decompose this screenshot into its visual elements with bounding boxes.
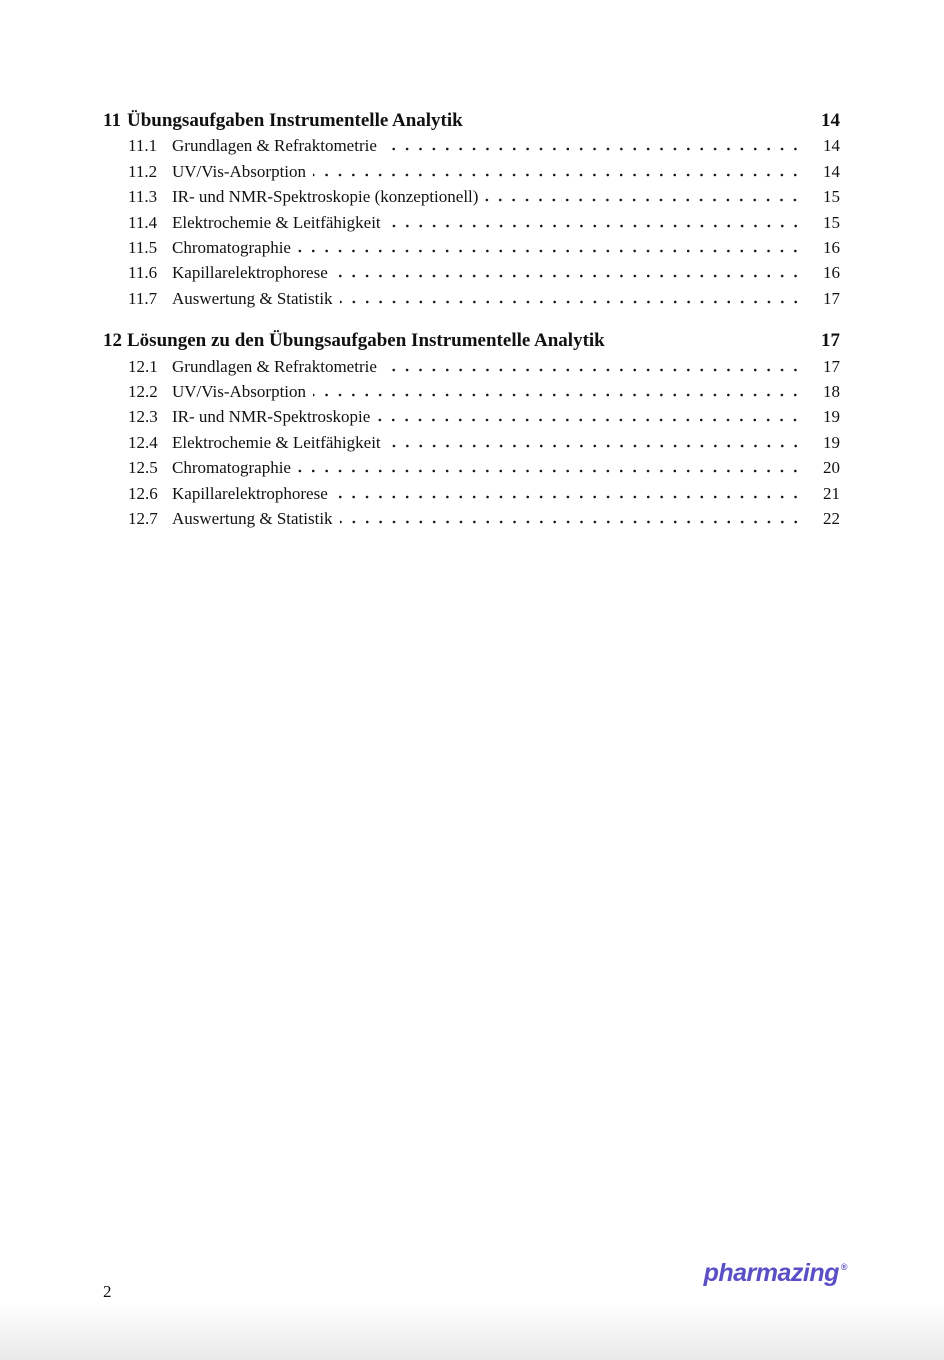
entry-number: 12.6 [128,483,158,503]
table-of-contents [103,108,840,532]
toc-section-heading[interactable] [103,108,840,133]
dotted-leader [335,274,802,278]
dotted-leader [384,368,802,372]
entry-page-number: 15 [823,212,840,232]
entry-number: 11.3 [128,187,158,207]
toc-entry[interactable] [103,286,840,311]
entry-number: 12.3 [128,407,158,427]
toc-entry[interactable] [103,506,840,531]
entry-title: Elektrochemie & Leitfähigkeit [172,212,381,232]
pharmazing-logo-text: pharmazing [703,1259,839,1287]
section-number: 11 [103,110,121,131]
entry-page-number: 21 [823,483,840,503]
entry-page-number: 19 [823,407,840,427]
dotted-leader [340,300,802,304]
section-number: 12 [103,330,122,352]
entry-number: 11.2 [128,161,158,181]
toc-entry[interactable] [103,159,840,184]
entry-title: Grundlagen & Refraktometrie [172,356,377,376]
entry-page-number: 22 [823,509,840,529]
dotted-leader [335,495,802,499]
entry-page-number: 14 [823,161,840,181]
toc-section-11 [103,108,840,311]
toc-entry[interactable] [103,184,840,209]
entry-title: UV/Vis-Absorption [172,382,307,402]
entry-page-number: 16 [823,238,840,258]
registered-trademark-icon: ® [840,1262,847,1272]
toc-entry[interactable] [103,481,840,506]
toc-entry[interactable] [103,133,840,158]
entry-page-number: 19 [823,432,840,452]
entry-title: Chromatographie [172,238,291,258]
toc-entry[interactable] [103,260,840,285]
entry-page-number: 17 [823,356,840,376]
entry-number: 11.5 [128,238,158,258]
entry-title: IR- und NMR-Spektroskopie [172,407,371,427]
entry-page-number: 15 [823,187,840,207]
toc-entry[interactable] [103,354,840,379]
dotted-leader [340,520,802,524]
entry-title: Kapillarelektrophorese [172,483,328,503]
toc-entry[interactable] [103,404,840,429]
dotted-leader [298,249,802,253]
entry-page-number: 17 [823,288,840,308]
footer-page-number: 2 [103,1282,112,1301]
entry-title: Elektrochemie & Leitfähigkeit [172,432,381,452]
entry-number: 11.6 [128,263,158,283]
toc-entry[interactable] [103,210,840,235]
dotted-leader [377,418,802,422]
toc-entry[interactable] [103,430,840,455]
pharmazing-logo [704,1259,845,1288]
toc-section-heading[interactable] [103,328,840,353]
dotted-leader [485,198,802,202]
entry-page-number: 18 [823,382,840,402]
toc-entry[interactable] [103,379,840,404]
section-title: Übungsaufgaben Instrumentelle Analytik [127,110,463,131]
dotted-leader [298,469,802,473]
entry-number: 11.4 [128,212,158,232]
entry-title: Chromatographie [172,458,291,478]
entry-number: 11.7 [128,288,158,308]
toc-entry[interactable] [103,235,840,260]
entry-title: UV/Vis-Absorption [172,161,307,181]
page-bottom-shadow [0,1302,944,1360]
entry-number: 12.4 [128,432,158,452]
dotted-leader [388,444,802,448]
dotted-leader [388,224,802,228]
toc-section-12 [103,328,840,531]
entry-page-number: 14 [823,136,840,156]
entry-number: 12.5 [128,458,158,478]
entry-number: 12.2 [128,382,158,402]
entry-number: 12.1 [128,356,158,376]
dotted-leader [313,393,802,397]
entry-title: Auswertung & Statistik [172,288,333,308]
entry-title: Auswertung & Statistik [172,509,333,529]
entry-page-number: 16 [823,263,840,283]
entry-title: Kapillarelektrophorese [172,263,328,283]
dotted-leader [313,173,802,177]
entry-number: 12.7 [128,509,158,529]
dotted-leader [384,147,802,151]
section-page-number: 14 [821,110,840,131]
section-title: Lösungen zu den Übungsaufgaben Instrumentelle Analytik [127,330,605,352]
section-page-number: 17 [821,330,840,352]
entry-number: 11.1 [128,136,158,156]
entry-title: Grundlagen & Refraktometrie [172,136,377,156]
entry-title: IR- und NMR-Spektroskopie (konzeptionell) [172,187,479,207]
toc-entry[interactable] [103,455,840,480]
entry-page-number: 20 [823,458,840,478]
